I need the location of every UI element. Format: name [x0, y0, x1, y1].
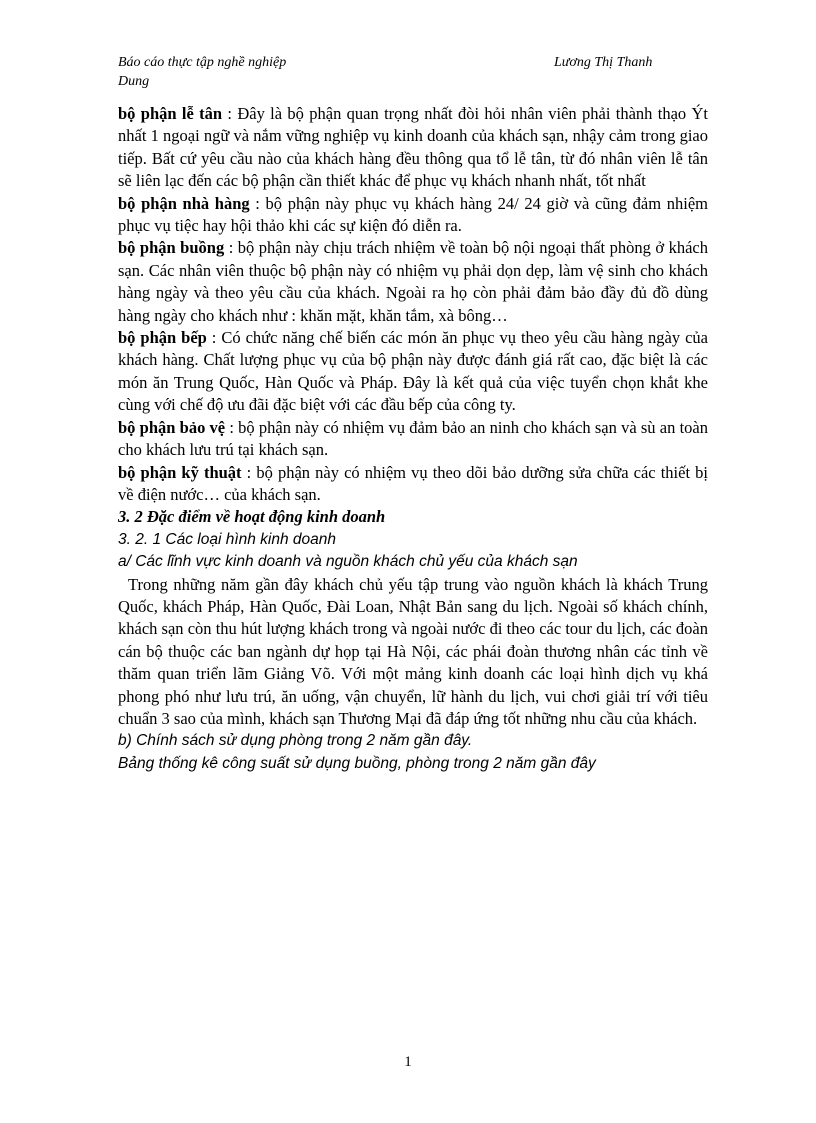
paragraph-kitchen: [118, 327, 708, 417]
text-restaurant: : bộ phận này phục vụ khách hàng 24/ 24 giờ và cũng đảm nhiệm phục vụ tiệc hay hội thảo khi các sự kiện đó diễn ra.: [118, 193, 708, 236]
text-technical: : bộ phận này có nhiệm vụ theo dõi bảo dưỡng sửa chữa các thiết bị về điện nước… của khách sạn.: [118, 462, 708, 504]
term-kitchen: bộ phận bếp: [118, 328, 207, 348]
text-housekeeping: : bộ phận này chịu trách nhiệm về toàn bộ nội ngoại thất phòng ở khách sạn. Các nhân viên thuộc bộ phận này có nhiệm vụ phải dọn dẹp, làm vệ sinh cho khách hàng ngày và theo yêu cầu của khách. Ngoài ra họ còn phải đảm bảo đầy đủ đồ dùng hàng ngày cho khách như : khăn mặt, khăn tắm, xà bông…: [118, 238, 708, 325]
paragraph-security: [118, 417, 708, 462]
paragraph-housekeeping: [118, 237, 708, 327]
term-restaurant: bộ phận nhà hàng: [118, 193, 250, 213]
text-reception: : Đây là bộ phận quan trọng nhất đòi hỏi nhân viên phải thành thạo Ýt nhất 1 ngoại ngữ và nắm vững nghiệp vụ kinh doanh của khách sạn, nhậy cảm trong giao tiếp. Bất cứ yêu cầu nào của khách hàng đều thông qua tổ lễ tân, từ đó nhân viên lễ tân sẽ liên lạc đến các bộ phận cần thiết khác để phục vụ khách nhanh nhất, tốt nhất: [118, 104, 708, 191]
item-b-heading: b) Chính sách sử dụng phòng trong 2 năm gần đây.: [118, 732, 473, 750]
term-reception: bộ phận lễ tân: [118, 104, 223, 123]
document-body: [118, 103, 708, 775]
subsection-heading: 3. 2. 1 Các loại hình kinh doanh: [118, 530, 337, 548]
term-security: bộ phận bảo vệ: [118, 417, 226, 437]
header-author-continuation: Dung: [118, 74, 150, 89]
paragraph-technical: [118, 462, 708, 507]
paragraph-reception: [118, 103, 708, 193]
table-caption: Bảng thống kê công suất sử dụng buồng, phòng trong 2 năm gần đây: [118, 754, 596, 772]
term-technical: bộ phận kỹ thuật: [118, 462, 242, 482]
subsubsection-heading: a/ Các lĩnh vực kinh doanh và nguồn khách chủ yếu của khách sạn: [118, 553, 578, 571]
header-author: Lương Thị Thanh: [554, 55, 653, 70]
body-paragraph-sources: Trong những năm gần đây khách chủ yếu tập trung vào nguồn khách là khách Trung Quốc, khách Pháp, Hàn Quốc, Đài Loan, Nhật Bản sang du lịch. Ngoài số khách chính, khách sạn còn thu hút lượng khách trong và ngoài nước đi theo các tour du lịch, các đoàn cán bộ thuộc các ban ngành dự họp tại Hà Nội, các phái đoàn thương nhân các tỉnh về thăm quan triển lãm Giảng Võ. Với một mảng kinh doanh các loại hình dịch vụ khá phong phó như lưu trú, ăn uống, vận chuyển, lữ hành du lịch, vui chơi giải trí với tiêu chuẩn 3 sao của mình, khách sạn Thương Mại đã đáp ứng tốt những nhu cầu của khách.: [118, 574, 708, 728]
page-number: 1: [404, 1054, 412, 1070]
section-heading: 3. 2 Đặc điểm về hoạt động kinh doanh: [118, 507, 386, 527]
text-kitchen: : Có chức năng chế biến các món ăn phục vụ theo yêu cầu hàng ngày của khách hàng. Chất lượng phục vụ của bộ phận này được đánh giá rất cao, đặc biệt là các món ăn Trung Quốc, Hàn Quốc và Pháp. Đây là kết quả của việc tuyển chọn khắt khe cùng với chế độ ưu đãi đặc biệt với các đầu bếp của công ty.: [118, 328, 708, 415]
text-security: : bộ phận này có nhiệm vụ đảm bảo an ninh cho khách sạn và sù an toàn cho khách lưu trú tại khách sạn.: [118, 417, 708, 460]
term-housekeeping: bộ phận buồng: [118, 238, 225, 258]
paragraph-restaurant: [118, 193, 708, 238]
header-report-title: Báo cáo thực tập nghề nghiệp: [118, 55, 287, 70]
